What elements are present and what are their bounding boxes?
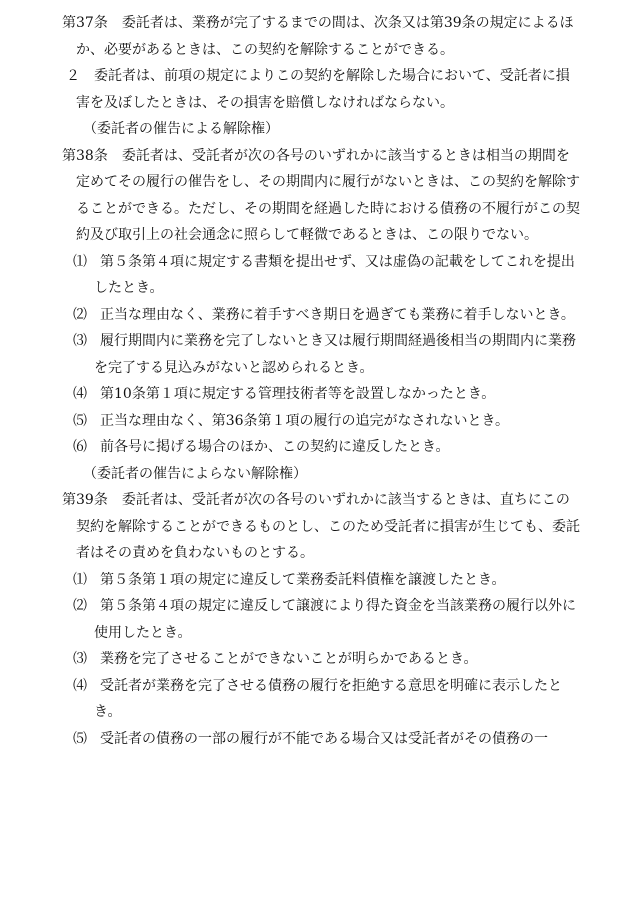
article-label: 第39条 xyxy=(62,492,108,508)
list-item xyxy=(62,434,582,461)
item-text: 受託者の債務の一部の履行が不能である場合又は受託者がその債務の一 xyxy=(100,730,548,747)
item-text: 履行期間内に業務を完了しないとき又は履行期間経過後相当の期間内に業務を完了する見込みがないと認められるとき。 xyxy=(94,333,576,376)
list-item xyxy=(62,673,582,726)
item-label: ⑶ xyxy=(73,333,87,349)
item-label: ⑴ xyxy=(73,571,87,588)
item-label: ⑵ xyxy=(73,598,87,614)
item-text: 前各号に掲げる場合のほか、この契約に違反したとき。 xyxy=(100,439,450,455)
document-body xyxy=(62,10,582,752)
list-item xyxy=(62,593,582,646)
item-label: ⑷ xyxy=(73,386,87,402)
item-label: ⑸ xyxy=(73,412,87,429)
list-item xyxy=(62,328,582,381)
article-text: 委託者は、受託者が次の各号のいずれかに該当するときは、直ちにこの契約を解除することができるものとし、このため受託者に損害が生じても、委託者はその責めを負わないものとする。 xyxy=(76,492,580,561)
article-text: 委託者は、業務が完了するまでの間は、次条又は第39条の規定によるほか、必要があるときは、この契約を解除することができる。 xyxy=(76,15,574,58)
article-label: 第38条 xyxy=(62,147,108,164)
item-text: 第５条第１項の規定に違反して業務委託料債権を譲渡したとき。 xyxy=(100,571,506,588)
list-item xyxy=(62,567,582,594)
item-text: 第５条第４項に規定する書類を提出せず、又は虚偽の記載をしてこれを提出したとき。 xyxy=(94,253,575,296)
article-37-paragraph-2 xyxy=(62,63,582,116)
list-item xyxy=(62,726,582,753)
item-text: 受託者が業務を完了させる債務の履行を拒絶する意思を明確に表示したとき。 xyxy=(94,677,562,720)
paragraph-text: 委託者は、前項の規定によりこの契約を解除した場合において、受託者に損害を及ぼしたときは、その損害を賠償しなければならない。 xyxy=(76,68,570,111)
item-label: ⑹ xyxy=(73,439,87,455)
section-caption: （委託者の催告による解除権） xyxy=(83,121,279,137)
paragraph-label: ２ xyxy=(66,68,80,84)
item-text: 正当な理由なく、第36条第１項の履行の追完がなされないとき。 xyxy=(100,412,509,429)
item-label: ⑷ xyxy=(73,677,87,694)
item-text: 第10条第１項に規定する管理技術者等を設置しなかったとき。 xyxy=(100,386,496,402)
list-item xyxy=(62,646,582,673)
item-label: ⑸ xyxy=(73,730,87,747)
item-label: ⑶ xyxy=(73,651,87,667)
list-item xyxy=(62,302,582,329)
section-caption: （委託者の催告によらない解除権） xyxy=(83,465,307,482)
article-text: 委託者は、受託者が次の各号のいずれかに該当するときは相当の期間を定めてその履行の催告をし、その期間内に履行がないときは、この契約を解除することができる。ただし、その期間を経過した時における債務の不履行がこの契約及び取引上の社会通念に照らして軽微であるときは、この限りでない。 xyxy=(76,147,580,243)
item-text: 業務を完了させることができないことが明らかであるとき。 xyxy=(100,651,478,667)
item-label: ⑵ xyxy=(73,306,87,323)
article-37 xyxy=(62,10,582,63)
article-38 xyxy=(62,143,582,249)
article-39 xyxy=(62,487,582,567)
item-text: 正当な理由なく、業務に着手すべき期日を過ぎても業務に着手しないとき。 xyxy=(100,306,575,323)
list-item xyxy=(62,381,582,408)
article-label: 第37条 xyxy=(62,15,108,31)
list-item xyxy=(62,249,582,302)
item-label: ⑴ xyxy=(73,253,87,270)
list-item xyxy=(62,408,582,435)
item-text: 第５条第４項の規定に違反して譲渡により得た資金を当該業務の履行以外に使用したとき。 xyxy=(94,598,576,641)
